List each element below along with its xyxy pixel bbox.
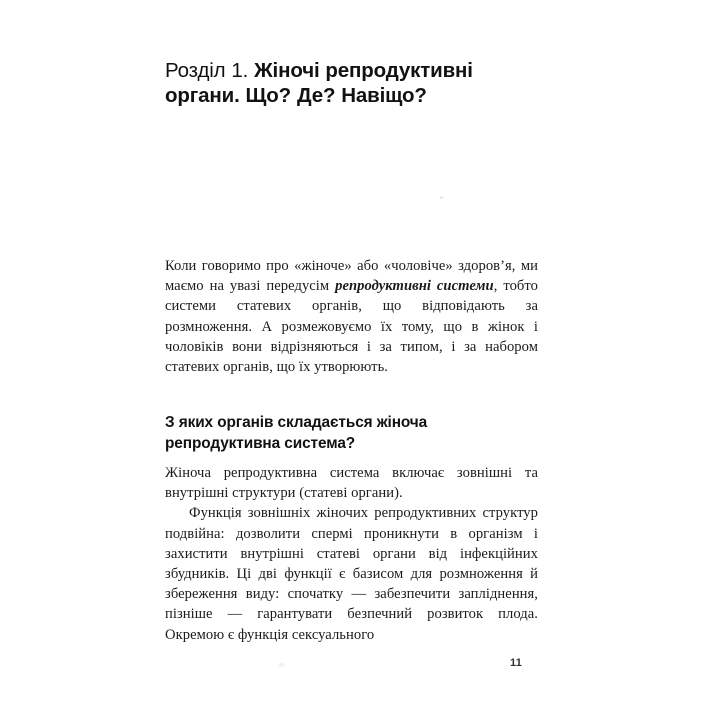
- section-heading: З яких органів складається жіноча репродуктивна система?: [165, 413, 428, 453]
- structures-paragraph-1: Жіноча репродуктивна система включає зовнішні та внутрішні структури (статеві органи).: [165, 465, 538, 502]
- structures-paragraph-2: Функція зовнішніх жіночих репродуктивних структур подвійна: дозволити спермі проникнути в організм і захистити внутрішні статеві органи від інфекційних збудників. Ці дві функції є базисом для розмноження й збереження виду: спочатку — забезпечити запліднення, пізніше — гарантувати безпечний розвиток плода. Окремою є функція сексуального: [165, 505, 538, 643]
- chapter-name: Жіночі репродуктивні органи. Що? Де? Навіщо?: [165, 58, 473, 108]
- chapter-label: Розділ 1.: [165, 58, 255, 82]
- scan-artifact-speck: [279, 663, 284, 667]
- intro-text-part-1: Коли говоримо про «жіноче» або «чоловіче» здоров’я, ми маємо на увазі передусім: [165, 258, 538, 295]
- intro-paragraph-block: [165, 256, 538, 377]
- page-number: 11: [509, 657, 523, 669]
- intro-text-part-2: , тобто системи статевих органів, що відповідають за розмноження. А розмежовуємо їх тому, що в жінок і чоловіків вони відрізняються і за типом, і за набором статевих органів, що їх утворюють.: [165, 278, 538, 376]
- intro-paragraph: [165, 256, 538, 377]
- page-title: [165, 58, 538, 109]
- intro-emphasis: репродуктивні системи: [335, 278, 494, 295]
- scan-artifact-speck-secondary: [440, 196, 443, 199]
- structures-block: [165, 463, 538, 645]
